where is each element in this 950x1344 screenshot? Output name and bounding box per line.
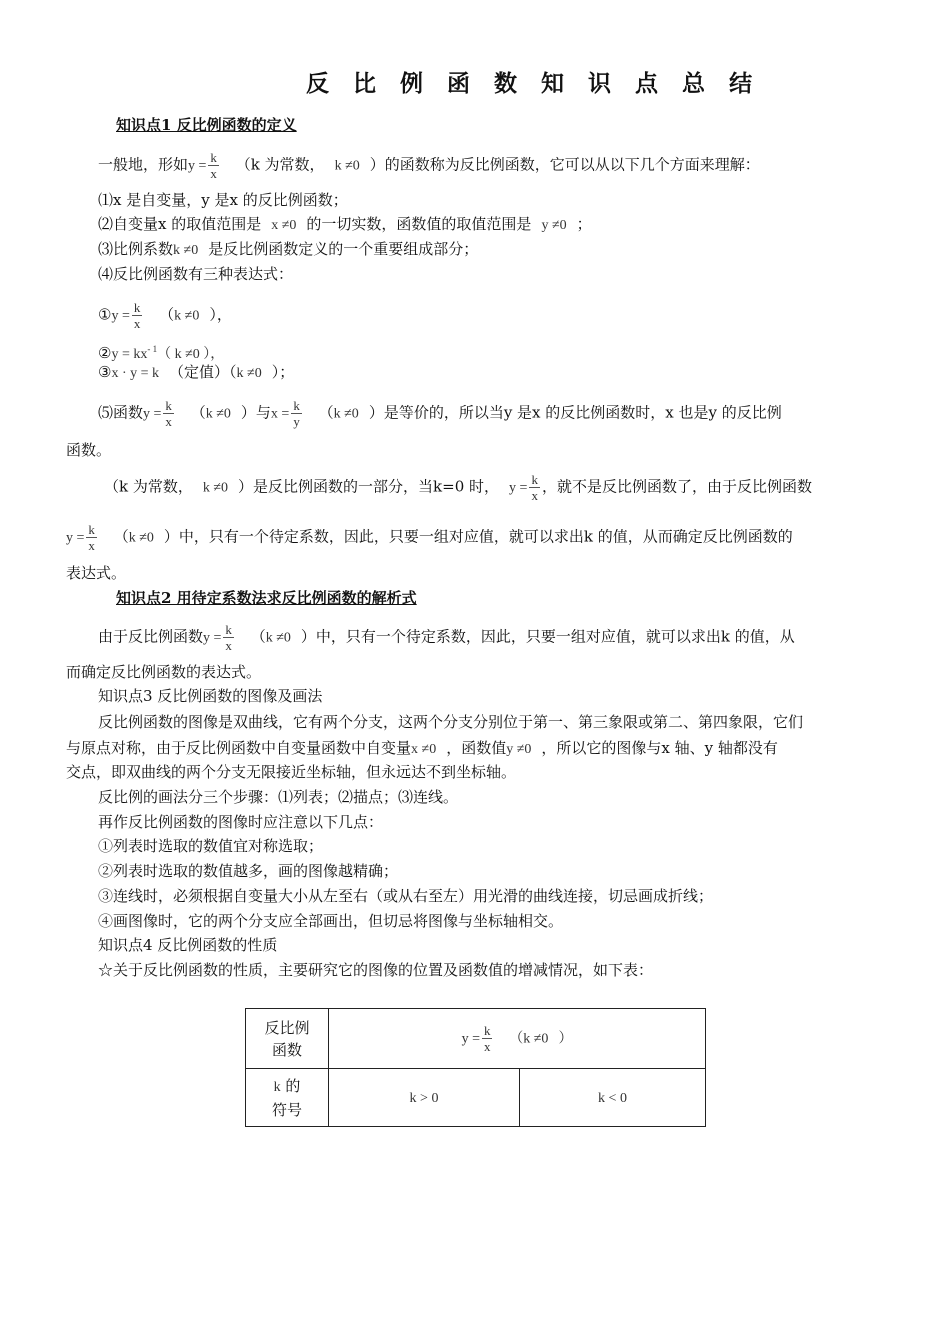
section-3-line-6: ①列表时选取的数值宜对称选取；	[98, 837, 324, 855]
point-1: ⑴x 是自变量，y 是x 的反比例函数；	[98, 191, 348, 209]
text: （	[190, 403, 206, 422]
text: 由于反比例函数	[98, 627, 204, 646]
cell-text: 的	[285, 1076, 301, 1095]
section-3-line-2	[66, 738, 778, 760]
math-text: y =	[66, 530, 85, 546]
text: ）；	[271, 363, 295, 381]
text: ②	[98, 344, 112, 362]
numerator: k	[133, 300, 141, 315]
point-5	[98, 398, 782, 429]
page-title: 反 比 例 函 数 知 识 点 总 结	[306, 71, 761, 97]
table-cell-label	[246, 1009, 329, 1069]
text: ⑸函数	[98, 403, 144, 422]
math-text: （	[509, 1031, 524, 1047]
table-cell-k-positive	[329, 1069, 520, 1127]
fraction-k-over-x	[208, 150, 219, 181]
denominator: x	[210, 166, 217, 181]
math-text: k ≠0	[128, 530, 154, 546]
table-row	[246, 1009, 706, 1069]
section-3-line-5: 再作反比例函数的图像时应注意以下几点：	[98, 813, 384, 831]
text: ），	[209, 305, 232, 324]
math-text: k > 0	[409, 1090, 439, 1106]
text: ①	[98, 305, 112, 324]
table-cell-k-negative	[520, 1069, 706, 1127]
point-2	[98, 214, 592, 236]
section-4-line-1: ☆关于反比例函数的性质，主要研究它的图像的位置及函数值的增减情况，如下表：	[98, 961, 654, 979]
fraction-k-over-x	[163, 398, 174, 429]
text: ，所以它的图像与x 轴、y 轴都没有	[541, 739, 778, 757]
form-1	[98, 300, 232, 331]
math-text: y = kx	[111, 347, 148, 362]
text: （k 为常数，	[235, 155, 325, 174]
text: 的一切实数，函数值的取值范围是	[306, 215, 532, 233]
numerator: k	[531, 472, 538, 487]
math-text: k ≠0	[236, 366, 262, 381]
fraction-k-over-x	[223, 622, 234, 653]
fraction-k-over-x	[529, 472, 540, 503]
text: （定值）（	[169, 363, 237, 381]
math-text: x · y = k	[111, 366, 160, 381]
text: ③	[98, 363, 112, 381]
table-row	[246, 1069, 706, 1127]
text: ）的函数称为反比例函数，它可以从以下几个方面来理解：	[369, 155, 760, 174]
point-3	[98, 239, 478, 261]
numerator: k	[483, 1023, 491, 1038]
math-text: y =	[188, 158, 207, 174]
section-2-line-2: 而确定反比例函数的表达式。	[66, 663, 262, 681]
fraction-k-over-y	[291, 398, 302, 429]
cell-text: 反比例	[264, 1018, 310, 1037]
text: ）与	[240, 403, 271, 422]
point-4: ⑷反比例函数有三种表达式：	[98, 265, 294, 283]
text: ）中，只有一个待定系数，因此，只要一组对应值，就可以求出k 的值，从而确定反比例函数的	[163, 527, 793, 546]
paragraph-k-zero	[104, 472, 812, 503]
cell-text: 符号	[271, 1100, 302, 1119]
math-text: ）	[558, 1031, 573, 1047]
paragraph-k-zero-line-3: 表达式。	[66, 564, 127, 582]
math-text: y ≠0	[541, 218, 567, 233]
math-text: k ≠0	[202, 480, 229, 496]
denominator: x	[483, 1039, 491, 1054]
numerator: k	[165, 398, 172, 413]
math-text: k ≠0	[265, 630, 291, 646]
math-text: y =	[203, 630, 222, 646]
math-text: y =	[111, 308, 130, 324]
cell-text: 函数	[271, 1040, 302, 1059]
denominator: x	[88, 538, 95, 553]
text: （k 为常数，	[104, 477, 193, 496]
definition-line	[98, 150, 760, 181]
form-3	[98, 362, 294, 384]
table-cell-formula	[329, 1009, 706, 1069]
numerator: k	[88, 522, 95, 537]
math-text: y =	[143, 406, 162, 422]
denominator: x	[133, 316, 141, 331]
fraction-k-over-x	[482, 1023, 493, 1054]
math-text: k ≠0	[173, 243, 199, 258]
section-3-line-8: ③连线时，必须根据自变量大小从左至右（或从右至左）用光滑的曲线连接，切忌画成折线；	[98, 887, 714, 905]
math-text: k ≠0	[205, 406, 231, 422]
text: （	[113, 527, 129, 546]
math-text: x =	[270, 406, 290, 422]
section-4-heading: 知识点4 反比例函数的性质	[98, 936, 278, 954]
numerator: k	[225, 622, 232, 637]
text: ⑵自变量x 的取值范围是	[98, 215, 262, 233]
section-3-line-3: 交点，即双曲线的两个分支无限接近坐标轴，但永远达不到坐标轴。	[66, 763, 517, 781]
text: ；	[576, 215, 592, 233]
math-text: k ≠0	[334, 158, 360, 174]
text: ）中，只有一个待定系数，因此，只要一组对应值，就可以求出k 的值，从	[300, 627, 795, 646]
section-1-heading: 知识点1 反比例函数的定义	[116, 116, 297, 134]
text: 是反比例函数定义的一个重要组成部分；	[208, 240, 479, 258]
text: 一般地，形如	[98, 155, 189, 174]
math-text: y =	[461, 1031, 480, 1047]
properties-table	[245, 1008, 706, 1127]
text: （	[318, 403, 334, 422]
table-cell-label	[246, 1069, 329, 1127]
math-text: x ≠0	[271, 218, 297, 233]
text: ，函数值	[446, 739, 507, 757]
math-text: x ≠0	[411, 742, 437, 757]
section-3-line-9: ④画图像时，它的两个分支应全部画出，但切忌将图像与坐标轴相交。	[98, 912, 564, 930]
text: ）是等价的，所以当y 是x 的反比例函数时，x 也是y 的反比例	[368, 403, 782, 422]
text: ，就不是反比例函数了，由于反比例函数	[541, 477, 812, 496]
numerator: k	[210, 150, 217, 165]
text: 与原点对称，由于反比例函数中自变量函数中自变量	[66, 739, 412, 757]
point-5-continued: 函数。	[66, 441, 112, 459]
section-3-line-7: ②列表时选取的数值越多，画的图像越精确；	[98, 862, 399, 880]
section-2-line-1	[98, 622, 795, 653]
text: ）是反比例函数的一部分，当k=0 时，	[238, 477, 500, 496]
fraction-k-over-x	[86, 522, 97, 553]
math-text: （ k ≠0 ），	[157, 347, 225, 362]
math-exponent: - 1	[147, 344, 158, 354]
math-text: k < 0	[598, 1090, 627, 1106]
paragraph-k-zero-line-2	[66, 522, 793, 553]
denominator: x	[531, 488, 538, 503]
text: ⑶比例系数	[98, 240, 174, 258]
section-3-line-4: 反比例的画法分三个步骤：⑴列表；⑵描点；⑶连线。	[98, 788, 459, 806]
section-3-line-1: 反比例函数的图像是双曲线，它有两个分支，这两个分支分别位于第一、第三象限或第二、第四象限，它们	[98, 713, 804, 731]
text: （	[159, 305, 175, 324]
text: （	[250, 627, 266, 646]
numerator: k	[293, 398, 300, 413]
section-2-heading: 知识点2 用待定系数法求反比例函数的解析式	[116, 589, 417, 607]
denominator: x	[225, 638, 232, 653]
section-3-heading: 知识点3 反比例函数的图像及画法	[98, 687, 323, 705]
denominator: x	[165, 414, 172, 429]
math-text: k	[273, 1079, 281, 1095]
math-text: y =	[509, 480, 528, 496]
math-text: k ≠0	[333, 406, 359, 422]
math-text: y ≠0	[506, 742, 532, 757]
math-text: k ≠0	[174, 308, 200, 324]
fraction-k-over-x	[132, 300, 143, 331]
denominator: y	[293, 414, 300, 429]
math-text: k ≠0	[523, 1031, 549, 1047]
